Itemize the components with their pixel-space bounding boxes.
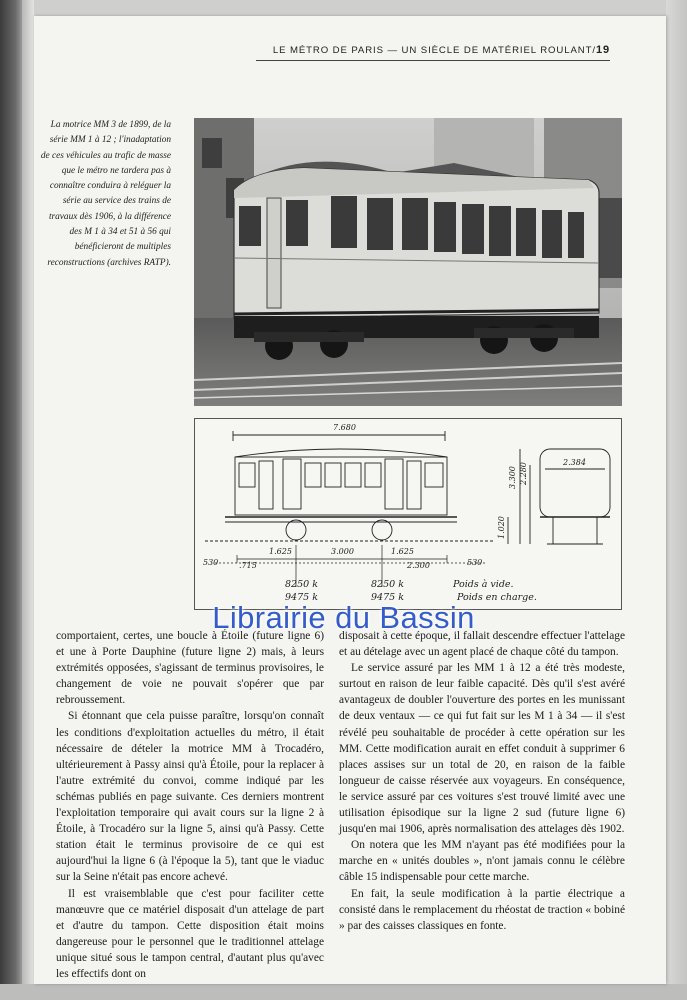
axle-2-empty: 8250 k — [371, 579, 404, 590]
floor-height-label: 1.020 — [497, 516, 506, 539]
end-left-label: 530 — [203, 558, 219, 567]
paragraph: On notera que les MM n'ayant pas été modifiées pour la marche en « unités doubles », n'ont jamais connu le célèbre câble 15 indispensable pour cette marche. — [339, 839, 625, 884]
binding-gutter — [22, 0, 34, 1000]
body-height-label: 2.280 — [519, 462, 528, 485]
paragraph: comportaient, certes, une boucle à Étoile (future ligne 6) et une à Porte Dauphine (future ligne 2) mais, à leurs extrémités opposées, s'agissant de terminus provisoires, le changement de voie ne pouvait s'opérer que par rebroussement. — [56, 630, 324, 707]
side-elevation — [205, 431, 495, 541]
motor-car-body — [234, 168, 599, 318]
text-column-right — [339, 628, 625, 934]
paragraph: En fait, la seule modification à la partie électrique a consisté dans le remplacement du rhéostat de traction « bobiné » par des caisses classiques en fonte. — [339, 887, 625, 932]
end-right-label: 530 — [467, 558, 483, 567]
paragraph: Il est vraisemblable que c'est pour faciliter cette manœuvre que ce matériel disposait d'un attelage de part et d'autre du tampon. Cette disposition était moins dangereuse pour le personnel que le traditionnel attelage unique situé sous le tampon central, d'autant plus qu'avec les effectifs dont on — [56, 887, 324, 980]
segment-a-label: .715 — [239, 561, 257, 570]
page-edge-right — [666, 0, 687, 1000]
legend-empty-weight: Poids à vide. — [453, 579, 514, 590]
archive-photo-motor-car — [194, 118, 622, 406]
binding-shadow — [0, 0, 22, 1000]
paragraph: Si étonnant que cela puisse paraître, lorsqu'on connaît les conditions d'exploitation actuelles du métro, il était nécessaire de dételer la motrice MM à Trocadéro, ultérieurement à Passy ainsi qu'à Étoile, pour la replacer à l'autre extrémité du convoi, comme indiqué par les schémas publiés en page suivante. Ces derniers montrent l'exploitation temporaire qui avait cours sur la ligne 2 à Étoile, à Trocadéro sur la ligne 5, ainsi qu'à Passy. Cette station était le terminus provisoire de ce qui est aujourd'hui la ligne 6 (à l'époque la 5), tant que le viaduc sur la Seine n'était pas encore achevé. — [56, 710, 324, 884]
header-rule — [256, 60, 610, 61]
axle-1-loaded: 9475 k — [285, 592, 318, 603]
overall-length-label: 7.680 — [333, 423, 356, 432]
overhang-right-label: 1.625 — [391, 547, 414, 556]
paragraph: Le service assuré par les MM 1 à 12 a été très modeste, surtout en raison de leur faible capacité. Dès qu'il s'est avéré avantageux de doubler l'ouverture des portes en les munissant de deux ventaux — ce qui fut fait sur les M 1 à 34 — il s'est révélé peu souhaitable de procéder à cette opération sur les MM. Cette modification aurait en effet conduit à supprimer 6 places assises sur un total de 20, en raison de la faible longueur de caisse réservée aux voyageurs. En conséquence, le service assuré par ces voitures s'est trouvé limité avec une utilisation épisodique sur la ligne 2 sud (future ligne 6) jusqu'en mai 1906, après normalisation des attelages dès 1902. — [339, 662, 625, 836]
header-separator: / — [592, 45, 596, 56]
running-title: LE MÉTRO DE PARIS — UN SIÈCLE DE MATÉRIEL ROULANT — [272, 45, 593, 56]
legend-loaded-weight: Poids en charge. — [457, 592, 537, 603]
width-label: 2.384 — [563, 458, 586, 467]
segment-b-label: 2.300 — [407, 561, 430, 570]
axle-2-loaded: 9475 k — [371, 592, 404, 603]
total-height-label: 3.300 — [508, 466, 517, 489]
overhang-left-label: 1.625 — [269, 547, 292, 556]
watermark: Librairie du Bassin — [212, 600, 475, 635]
axle-1-empty: 8250 k — [285, 579, 318, 590]
wheelbase-label: 3.000 — [331, 547, 354, 556]
page-edge-bottom — [0, 984, 687, 1000]
technical-drawing — [194, 418, 622, 610]
text-column-left — [56, 628, 324, 982]
running-header — [256, 44, 610, 56]
paragraph: disposait à cette époque, il fallait descendre effectuer l'attelage et au dételage avec un agent placé de chaque côté du tampon. — [339, 630, 625, 659]
photo-caption: La motrice MM 3 de 1899, de la série MM 1 à 12 ; l'inadaptation de ces véhicules au trafic de masse que le métro ne tardera pas à connaître conduira à reléguer la série au service des trains de travaux dès 1906, à la différence des M 1 à 34 et 51 à 56 qui bénéficieront de multiples reconstructions (archives RATP). — [40, 120, 171, 268]
page-number: 19 — [595, 44, 610, 56]
